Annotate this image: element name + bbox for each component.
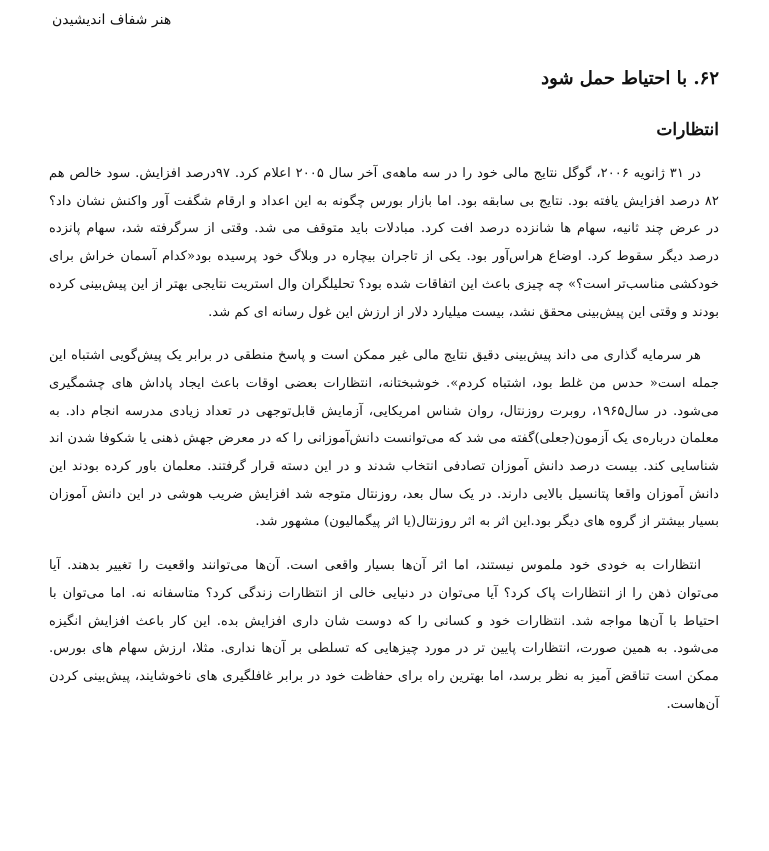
body-text (49, 160, 719, 734)
running-header: هنر شفاف اندیشیدن (52, 12, 172, 28)
chapter-title: ۶۲. با احتیاط حمل شود (541, 68, 719, 89)
paragraph-3: انتظارات به خودی خود ملموس نیستند، اما اثر آن‌ها بسیار واقعی است. آن‌ها می‌توانند واقعیت را تغییر بدهند. آیا می‌توان ذهن را از انتظارات پاک کرد؟ آیا می‌توان در دنیایی خالی از انتظارات زندگی کرد؟ متاسفانه نه. اما می‌توان با احتیاط با آن‌ها مواجه شد. انتظارات خود و کسانی را که دوست شان داری افزایش بده. این کار باعث افزایش انگیزه می‌شود. به همین صورت، انتظارات پایین تر در مورد چیزهایی که تسلطی بر آن‌ها نداری. مثلا، ارزش سهام های بورس. ممکن است تناقض آمیز به نظر برسد، اما بهترین راه برای حفاظت خود در برابر غافلگیری های ناخوشایند، پیش‌بینی کردن آن‌هاست. (49, 558, 719, 712)
section-title: انتظارات (656, 120, 719, 140)
paragraph-1: در ۳۱ ژانویه ۲۰۰۶، گوگل نتایج مالی خود را در سه ماهه‌ی آخر سال ۲۰۰۵ اعلام کرد. ۹۷درصد افزایش. سود خالص هم ۸۲ درصد افزایش یافته بود. نتایج بی سابقه بود. اما بازار بورس چگونه به این اعداد و ارقام شگفت آور واکنش نشان داد؟ در عرض چند ثانیه، سهام ها شانزده درصد افت کرد. مبادلات باید متوقف می شد. وقتی از سرگرفته شد، سهام پانزده درصد دیگر سقوط کرد. اوضاع هراس‌آور بود. یکی از تاجران بیچاره در وبلاگ خود پرسیده بود«کدام آسمان خراش برای خودکشی مناسب‌تر است؟» چه چیزی باعث این اتفاقات شده بود؟ تحلیلگران وال استریت نتایجی بهتر از این پیش‌بینی کرده بودند و وقتی این پیش‌بینی محقق نشد، بیست میلیارد دلار از ارزش این غول رسانه ای کم شد. (49, 166, 719, 320)
paragraph-2: هر سرمایه گذاری می داند پیش‌بینی دقیق نتایج مالی غیر ممکن است و پاسخ منطقی در برابر یک پیش‌گویی اشتباه این جمله است« حدس من غلط بود، اشتباه کردم». خوشبختانه، انتظارات بعضی اوقات باعث ایجاد پاداش های چشمگیری می‌شود. در سال۱۹۶۵، روبرت روزنتال، روان شناس امریکایی، آزمایش قابل‌توجهی در تعداد زیادی مدرسه انجام داد. به معلمان درباره‌ی یک آزمون(جعلی)گفته می شد که می‌توانست دانش‌آموزانی را که در معرض جهش ذهنی یا شکوفا شدن اند شناسایی کند. بیست درصد دانش آموزان تصادفی انتخاب شدند و در این دسته قرار گرفتند. معلمان باور کرده بودند این دانش آموزان واقعا پتانسیل بالایی دارند. در یک سال بعد، روزنتال متوجه شد افزایش ضریب هوشی در این دانش آموزان بسیار بیشتر از گروه های دیگر بود.این اثر به اثر روزنتال(یا اثر پیگمالیون) مشهور شد. (49, 348, 719, 530)
